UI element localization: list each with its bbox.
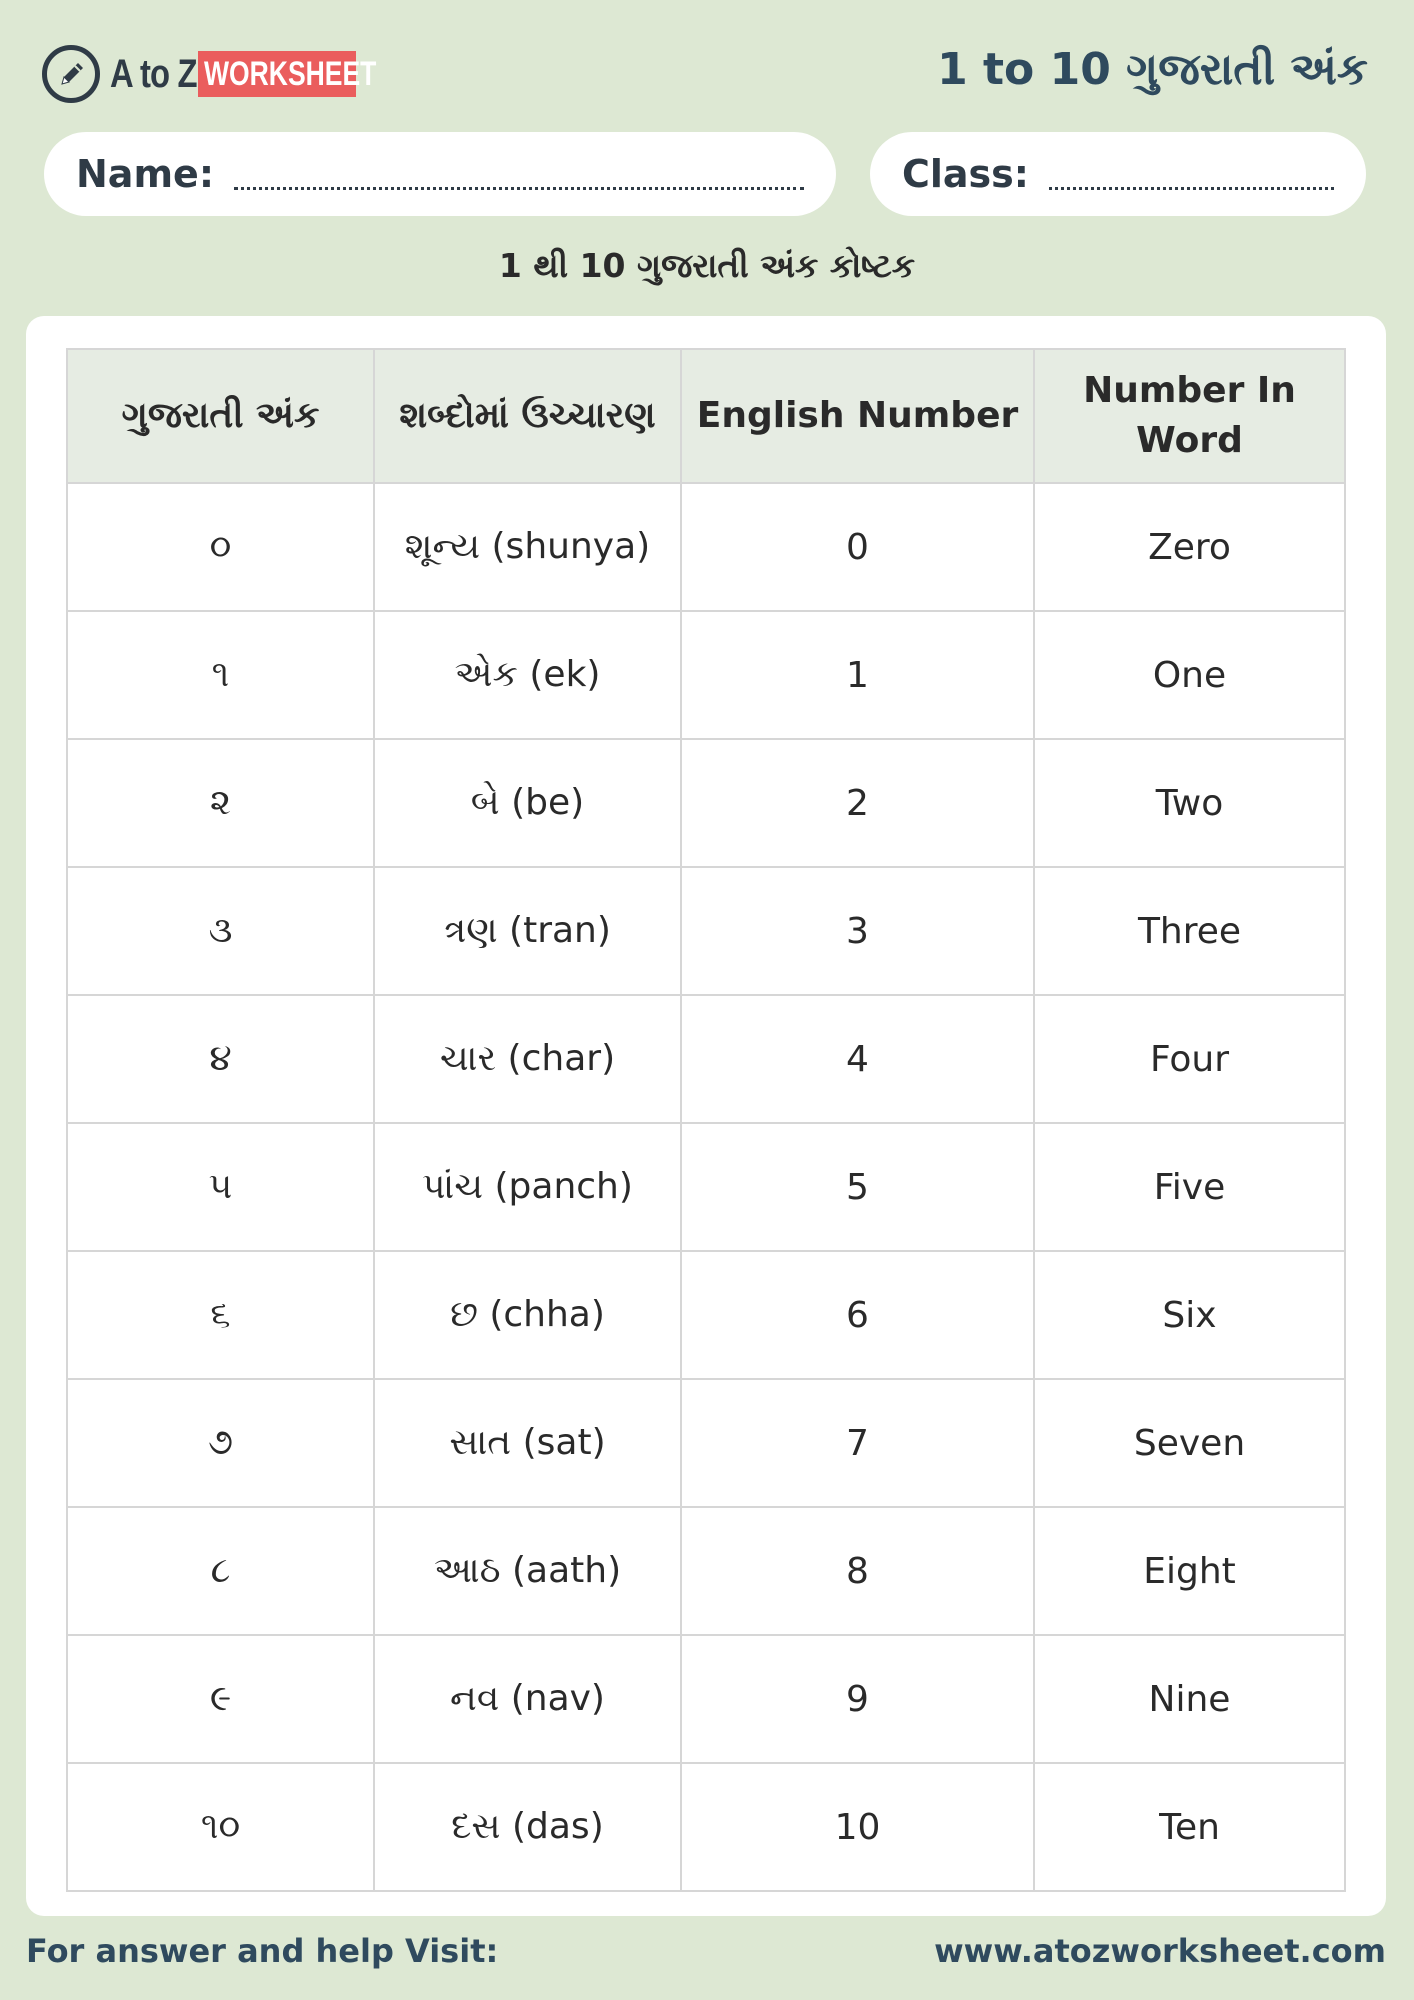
number-in-word: Seven [1034,1379,1345,1507]
english-number: 3 [681,867,1034,995]
logo-badge-text: WORKSHEET [204,55,377,93]
english-number: 10 [681,1763,1034,1891]
footer-help-text: For answer and help Visit: [26,1932,499,1970]
english-number: 0 [681,483,1034,611]
english-number: 2 [681,739,1034,867]
gujarati-numeral: ૩ [67,867,374,995]
numbers-table [66,348,1346,1892]
footer-website-link[interactable]: www.atozworksheet.com [934,1932,1386,1970]
number-in-word: One [1034,611,1345,739]
number-in-word: Five [1034,1123,1345,1251]
table-row [67,1379,1345,1507]
header-gujarati-numeral: ગુજરાતી અંક [67,349,374,483]
table-row [67,483,1345,611]
header-english-number: English Number [681,349,1034,483]
logo-text: A to Z [110,51,197,96]
pronunciation: આઠ (aath) [374,1507,681,1635]
table-header-row [67,349,1345,483]
number-in-word: Two [1034,739,1345,867]
gujarati-numeral: ૫ [67,1123,374,1251]
table-row [67,867,1345,995]
english-number: 1 [681,611,1034,739]
number-in-word: Four [1034,995,1345,1123]
pronunciation: બે (be) [374,739,681,867]
gujarati-numeral: ૧ [67,611,374,739]
number-in-word: Ten [1034,1763,1345,1891]
english-number: 9 [681,1635,1034,1763]
number-in-word: Three [1034,867,1345,995]
pronunciation: છ (chha) [374,1251,681,1379]
name-blank-line[interactable] [234,187,804,190]
number-in-word: Eight [1034,1507,1345,1635]
logo-badge [198,51,377,97]
class-field[interactable] [870,132,1366,216]
english-number: 7 [681,1379,1034,1507]
gujarati-numeral: ૮ [67,1507,374,1635]
table-row [67,1635,1345,1763]
gujarati-numeral: ૧૦ [67,1763,374,1891]
gujarati-numeral: ૬ [67,1251,374,1379]
gujarati-numeral: ૦ [67,483,374,611]
logo [42,44,377,104]
table-row [67,611,1345,739]
english-number: 8 [681,1507,1034,1635]
header-pronunciation: શબ્દોમાં ઉચ્ચારણ [374,349,681,483]
table-row [67,1507,1345,1635]
gujarati-numeral: ૪ [67,995,374,1123]
english-number: 5 [681,1123,1034,1251]
class-blank-line[interactable] [1049,187,1334,190]
pronunciation: પાંચ (panch) [374,1123,681,1251]
gujarati-numeral: ૨ [67,739,374,867]
pronunciation: સાત (sat) [374,1379,681,1507]
pronunciation: નવ (nav) [374,1635,681,1763]
table-title: 1 થી 10 ગુજરાતી અંક કોષ્ટક [498,246,916,285]
number-in-word: Zero [1034,483,1345,611]
class-label: Class: [902,152,1029,196]
pronunciation: એક (ek) [374,611,681,739]
table-row [67,995,1345,1123]
table-row [67,1763,1345,1891]
pronunciation: શૂન્ય (shunya) [374,483,681,611]
pronunciation: ચાર (char) [374,995,681,1123]
gujarati-numeral: ૯ [67,1635,374,1763]
name-label: Name: [76,152,215,196]
name-field[interactable] [44,132,836,216]
gujarati-numeral: ૭ [67,1379,374,1507]
pronunciation: દસ (das) [374,1763,681,1891]
english-number: 4 [681,995,1034,1123]
pencil-icon [42,45,100,103]
english-number: 6 [681,1251,1034,1379]
page-title: 1 to 10 ગુજરાતી અંક [937,44,1368,95]
table-row [67,739,1345,867]
header-number-in-word: Number In Word [1034,349,1345,483]
table-row [67,1251,1345,1379]
table-row [67,1123,1345,1251]
number-in-word: Six [1034,1251,1345,1379]
number-in-word: Nine [1034,1635,1345,1763]
pronunciation: ત્રણ (tran) [374,867,681,995]
